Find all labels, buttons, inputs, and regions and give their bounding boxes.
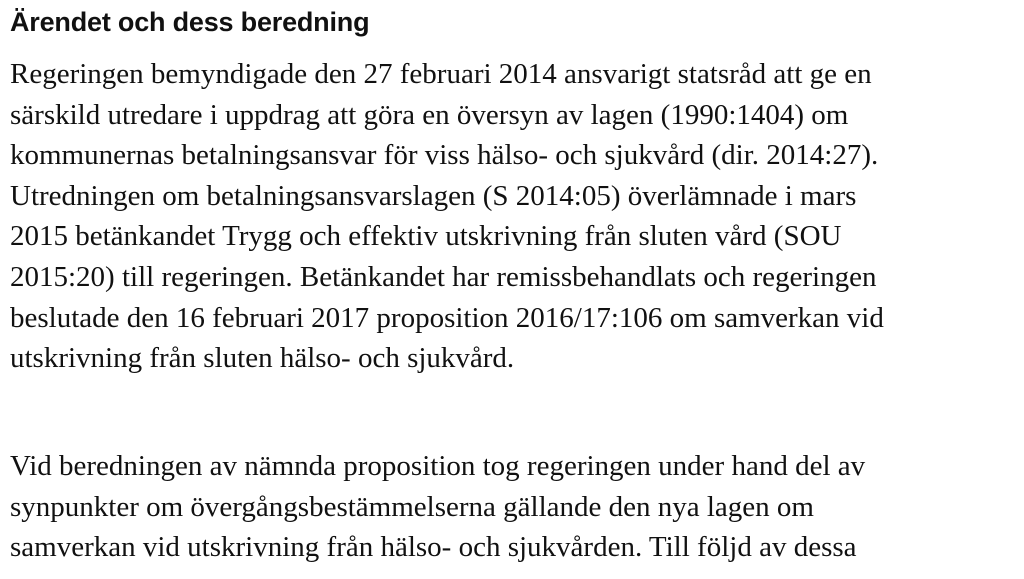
section-heading: Ärendet och dess beredning xyxy=(10,7,370,37)
text-line: Utredningen om betalningsansvarslagen (S 2014:05) överlämnade i mars xyxy=(10,179,857,212)
text-line: beslutade den 16 februari 2017 proposition 2016/17:106 om samverkan vid xyxy=(10,301,884,334)
text-line: Regeringen bemyndigade den 27 februari 2014 ansvarigt statsråd att ge en xyxy=(10,58,872,90)
paragraph-1 xyxy=(10,54,884,379)
text-line: 2015:20) till regeringen. Betänkandet har remissbehandlats och regeringen xyxy=(10,260,877,293)
text-line: utskrivning från sluten hälso- och sjukvård. xyxy=(10,342,515,375)
paragraph-2 xyxy=(10,446,865,568)
text-line: synpunkter om övergångsbestämmelserna gällande den nya lagen om xyxy=(10,490,814,523)
text-line: särskild utredare i uppdrag att göra en översyn av lagen (1990:1404) om xyxy=(10,98,849,131)
text-line: kommunernas betalningsansvar för viss hälso- och sjukvård (dir. 2014:27). xyxy=(10,139,879,172)
text-line: 2015 betänkandet Trygg och effektiv utskrivning från sluten vård (SOU xyxy=(10,220,842,253)
text-line: samverkan vid utskrivning från hälso- och sjukvården. Till följd av dessa xyxy=(10,531,857,564)
text-line: Vid beredningen av nämnda proposition tog regeringen under hand del av xyxy=(10,450,866,482)
